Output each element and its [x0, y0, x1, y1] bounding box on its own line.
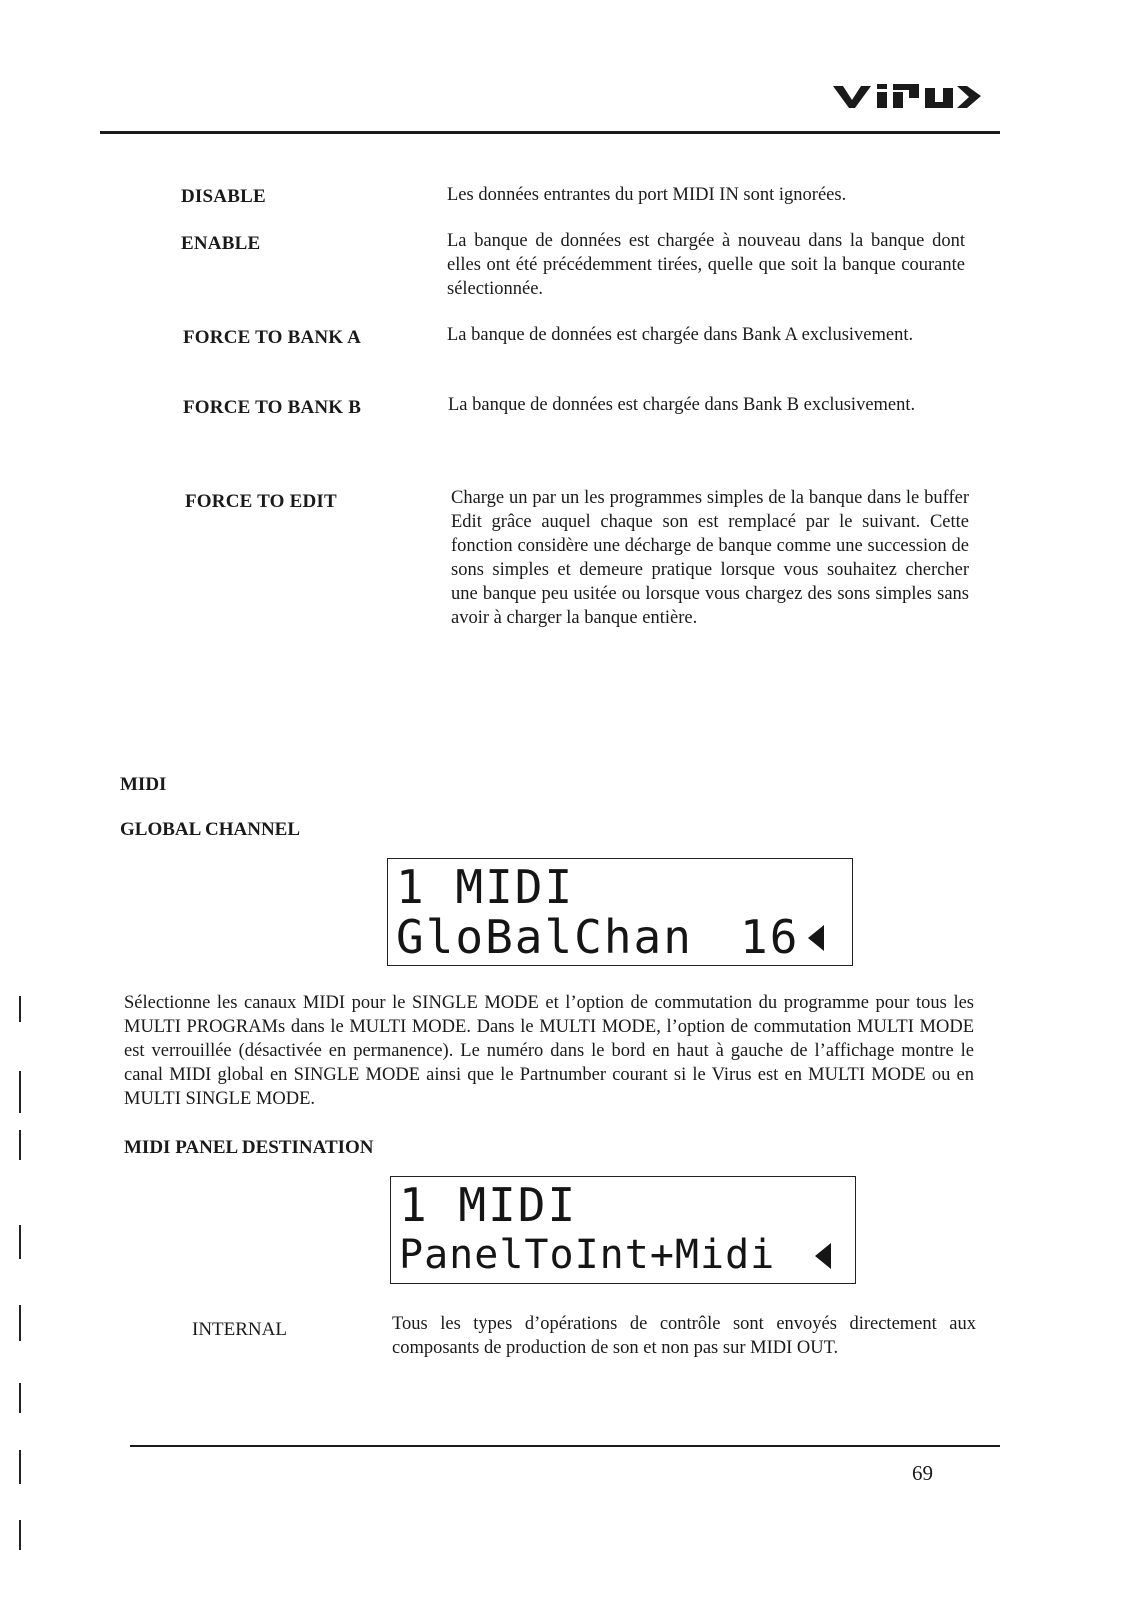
binding-mark [19, 1450, 21, 1484]
top-rule [100, 131, 1000, 134]
description-force-to-edit: Charge un par un les programmes simples de la banque dans le buffer Edit grâce auquel chaque son est remplacé par le suivant. Cette fonction considère une décharge de banque comme une succession de sons simples et demeure pratique lorsque vous souhaitez chercher une banque peu usitée ou lorsque vous chargez des sons simples sans avoir à charger la banque entière. [451, 488, 969, 628]
term-force-bank-b: FORCE TO BANK B [183, 397, 362, 418]
description-force-bank-b: La banque de données est chargée dans Bank B exclusivement. [448, 395, 916, 415]
term-enable: ENABLE [181, 233, 261, 254]
page-number: 69 [912, 1461, 933, 1485]
description-internal: Tous les types d’opérations de contrôle sont envoyés directement aux composants de production de son et non pas sur MIDI OUT. [392, 1314, 976, 1358]
description-disable: Les données entrantes du port MIDI IN sont ignorées. [447, 185, 847, 205]
lcd-value: 16 [740, 910, 800, 964]
cursor-arrow-icon [815, 1243, 831, 1269]
bottom-rule [130, 1445, 1000, 1447]
binding-mark [19, 1383, 21, 1413]
term-force-to-edit: FORCE TO EDIT [185, 491, 337, 512]
description-enable: La banque de données est chargée à nouveau dans la banque dont elles ont été précédemment tirées, quelle que soit la banque courante sélectionnée. [447, 231, 965, 299]
virus-logo [833, 78, 981, 110]
binding-mark [19, 1130, 21, 1160]
lcd-line1: 1 MIDI [396, 860, 575, 914]
cursor-arrow-icon [808, 925, 824, 951]
binding-mark [19, 1225, 21, 1259]
lcd-display-panel-destination [390, 1176, 856, 1284]
heading-global-channel: GLOBAL CHANNEL [120, 819, 301, 840]
lcd-line2: GloBalChan [396, 910, 693, 964]
binding-mark [19, 1305, 21, 1341]
lcd-display-global-channel [387, 858, 853, 966]
lcd-line1: 1 MIDI [399, 1178, 578, 1232]
binding-mark [19, 996, 21, 1022]
term-force-bank-a: FORCE TO BANK A [183, 327, 362, 348]
binding-mark [19, 1071, 21, 1113]
term-internal: INTERNAL [192, 1319, 287, 1340]
binding-mark [19, 1520, 21, 1550]
term-disable: DISABLE [181, 186, 266, 207]
section-heading-midi: MIDI [120, 774, 167, 795]
heading-midi-panel-destination: MIDI PANEL DESTINATION [124, 1137, 374, 1158]
global-channel-description: Sélectionne les canaux MIDI pour le SINGLE MODE et l’option de commutation du programme pour tous les MULTI PROGRAMs dans le MULTI MODE. Dans le MULTI MODE, l’option de commutation MULTI MODE est verrouillée (désactivée en permanence). Le numéro dans le bord en haut à gauche de l’affichage montre le canal MIDI global en SINGLE MODE ainsi que le Partnumber courant si le Virus est en MULTI MODE ou en MULTI SINGLE MODE. [124, 993, 974, 1109]
lcd-line2: PanelToInt+Midi [399, 1232, 776, 1278]
description-force-bank-a: La banque de données est chargée dans Bank A exclusivement. [447, 325, 914, 345]
